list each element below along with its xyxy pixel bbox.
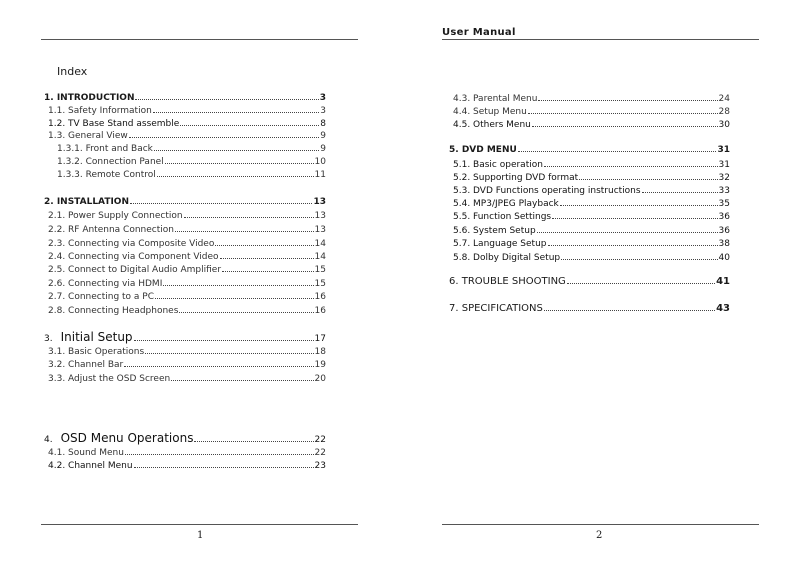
toc-leader (220, 258, 314, 259)
toc-entry[interactable] (48, 252, 326, 262)
toc-entry[interactable] (48, 374, 326, 384)
toc-page-number: 19 (314, 360, 326, 370)
toc-page-number: 20 (314, 374, 326, 384)
toc-leader (175, 231, 314, 232)
toc-leader (528, 113, 718, 114)
toc-page-number: 3 (320, 106, 326, 116)
toc-label: 4.4. Setup Menu (453, 107, 527, 117)
toc-page-number: 15 (314, 265, 326, 275)
toc-page-number: 36 (718, 212, 730, 222)
toc-label: 4.5. Others Menu (453, 120, 531, 130)
left-bottom-rule (41, 524, 358, 525)
toc-leader (155, 298, 314, 299)
toc-section-introduction[interactable] (44, 93, 326, 103)
toc-label: 1.3.1. Front and Back (57, 144, 153, 154)
toc-leader (124, 366, 313, 367)
toc-page-number: 11 (314, 170, 326, 180)
toc-entry[interactable] (48, 265, 326, 275)
toc-label: 2.6. Connecting via HDMI (48, 279, 163, 289)
toc-label: 1.3. General View (48, 131, 128, 141)
toc-label: 5.2. Supporting DVD format (453, 173, 579, 183)
toc-label: 1.2. TV Base Stand assemble (48, 119, 180, 129)
toc-leader (179, 312, 313, 313)
toc-page-number: 14 (314, 239, 326, 249)
toc-label (44, 431, 193, 445)
toc-label: 7. SPECIFICATIONS (449, 303, 543, 314)
toc-entry[interactable] (453, 94, 730, 104)
toc-leader (544, 310, 715, 311)
toc-entry[interactable] (48, 211, 326, 221)
toc-section-initial-setup[interactable] (44, 330, 326, 344)
toc-label: 5.5. Function Settings (453, 212, 552, 222)
toc-entry[interactable] (48, 239, 326, 249)
toc-label: 1. INTRODUCTION (44, 93, 135, 103)
toc-page-number: 8 (320, 119, 326, 129)
toc-label: 4.3. Parental Menu (453, 94, 538, 104)
left-page-number: 1 (197, 530, 204, 541)
toc-label: 2.4. Connecting via Component Video (48, 252, 219, 262)
toc-entry[interactable] (48, 360, 326, 370)
toc-leader (194, 441, 313, 442)
toc-page-number: 38 (718, 239, 730, 249)
toc-leader (145, 353, 313, 354)
toc-leader (180, 125, 319, 126)
toc-page-number: 35 (718, 199, 730, 209)
toc-entry[interactable] (48, 106, 326, 116)
toc-leader (561, 259, 717, 260)
toc-page-number: 41 (716, 276, 730, 287)
toc-section-specifications[interactable] (449, 303, 730, 314)
toc-page-number: 31 (718, 160, 730, 170)
toc-leader (135, 99, 318, 100)
toc-page-number: 36 (718, 226, 730, 236)
toc-entry[interactable] (48, 279, 326, 289)
toc-page-number: 33 (718, 186, 730, 196)
toc-label: 2.8. Connecting Headphones (48, 306, 179, 316)
toc-label: 5.6. System Setup (453, 226, 536, 236)
toc-leader (125, 454, 314, 455)
toc-page-number: 22 (314, 448, 326, 458)
header-title: User Manual (442, 27, 516, 38)
toc-leader (134, 340, 314, 341)
toc-section-title: Initial Setup (60, 330, 133, 344)
toc-label: 5. DVD MENU (449, 145, 517, 155)
toc-entry[interactable] (453, 212, 730, 222)
toc-leader (579, 179, 717, 180)
toc-page-number: 40 (718, 253, 730, 263)
right-page-number: 2 (596, 530, 603, 541)
toc-page-number: 9 (320, 144, 326, 154)
right-top-rule (442, 39, 759, 40)
toc-page-number: 13 (313, 197, 326, 207)
toc-entry[interactable] (453, 199, 730, 209)
toc-label: 5.1. Basic operation (453, 160, 543, 170)
toc-section-installation[interactable] (44, 197, 326, 207)
toc-entry[interactable] (453, 253, 730, 263)
toc-leader (134, 467, 314, 468)
toc-page-number: 31 (717, 145, 730, 155)
toc-page-number: 18 (314, 347, 326, 357)
toc-leader (532, 126, 718, 127)
toc-leader (552, 218, 717, 219)
toc-page-number: 17 (314, 334, 326, 344)
toc-section-trouble-shooting[interactable] (449, 276, 730, 287)
toc-label: 3.3. Adjust the OSD Screen (48, 374, 171, 384)
toc-entry[interactable] (48, 306, 326, 316)
right-bottom-rule (442, 524, 759, 525)
toc-entry[interactable] (48, 448, 326, 458)
toc-leader (154, 150, 319, 151)
toc-entry[interactable] (48, 461, 326, 471)
toc-entry[interactable] (57, 170, 326, 180)
toc-page-number: 16 (314, 306, 326, 316)
toc-leader (518, 151, 717, 152)
toc-page-number: 32 (718, 173, 730, 183)
toc-entry[interactable] (57, 157, 326, 167)
toc-page-number: 13 (314, 225, 326, 235)
toc-leader (157, 176, 314, 177)
index-title: Index (57, 65, 88, 78)
toc-section-number: 4. (44, 435, 53, 445)
toc-page-number: 30 (718, 120, 730, 130)
toc-label: 3.1. Basic Operations (48, 347, 145, 357)
toc-label: 5.4. MP3/JPEG Playback (453, 199, 559, 209)
toc-entry[interactable] (453, 107, 730, 117)
toc-page-number: 13 (314, 211, 326, 221)
toc-leader (560, 205, 718, 206)
toc-label: 4.2. Channel Menu (48, 461, 133, 471)
toc-label: 1.3.3. Remote Control (57, 170, 156, 180)
toc-leader (129, 137, 320, 138)
toc-leader (222, 271, 314, 272)
toc-entry[interactable] (48, 225, 326, 235)
toc-page-number: 3 (319, 93, 326, 103)
toc-entry[interactable] (48, 347, 326, 357)
toc-entry[interactable] (57, 144, 326, 154)
toc-entry[interactable] (453, 120, 730, 130)
toc-label: 3.2. Channel Bar (48, 360, 124, 370)
toc-page-number: 9 (320, 131, 326, 141)
toc-page-number: 15 (314, 279, 326, 289)
toc-leader (171, 380, 313, 381)
toc-page-number: 22 (314, 435, 326, 445)
toc-entry[interactable] (453, 239, 730, 249)
toc-leader (537, 232, 718, 233)
toc-label: 1.3.2. Connection Panel (57, 157, 164, 167)
toc-entry[interactable] (453, 160, 730, 170)
toc-label: 2.5. Connect to Digital Audio Amplifier (48, 265, 222, 275)
toc-leader (184, 217, 314, 218)
toc-section-title: OSD Menu Operations (60, 431, 194, 445)
toc-page-number: 23 (314, 461, 326, 471)
toc-entry[interactable] (453, 173, 730, 183)
toc-label: 4.1. Sound Menu (48, 448, 124, 458)
toc-entry[interactable] (453, 186, 730, 196)
toc-leader (153, 112, 319, 113)
toc-entry[interactable] (48, 292, 326, 302)
toc-leader (544, 166, 718, 167)
toc-label: 2. INSTALLATION (44, 197, 129, 207)
toc-leader (165, 163, 314, 164)
left-top-rule (41, 39, 358, 40)
toc-label: 5.3. DVD Functions operating instructions (453, 186, 641, 196)
toc-leader (215, 245, 313, 246)
toc-label (44, 330, 133, 344)
toc-section-osd-menu-operations[interactable] (44, 431, 326, 445)
toc-page-number: 24 (718, 94, 730, 104)
toc-label: 2.7. Connecting to a PC (48, 292, 155, 302)
toc-page-number: 10 (314, 157, 326, 167)
toc-entry[interactable] (48, 119, 326, 129)
toc-page-number: 28 (718, 107, 730, 117)
toc-entry[interactable] (48, 131, 326, 141)
toc-label: 1.1. Safety Information (48, 106, 152, 116)
toc-page-number: 14 (314, 252, 326, 262)
toc-leader (567, 283, 715, 284)
toc-label: 5.7. Language Setup (453, 239, 547, 249)
toc-label: 6. TROUBLE SHOOTING (449, 276, 566, 287)
toc-section-dvd-menu[interactable] (449, 145, 730, 155)
toc-page-number: 43 (716, 303, 730, 314)
toc-label: 2.3. Connecting via Composite Video (48, 239, 215, 249)
toc-leader (642, 192, 718, 193)
toc-section-number: 3. (44, 334, 53, 344)
toc-page-number: 16 (314, 292, 326, 302)
toc-label: 2.2. RF Antenna Connection (48, 225, 174, 235)
toc-entry[interactable] (453, 226, 730, 236)
toc-label: 5.8. Dolby Digital Setup (453, 253, 561, 263)
toc-leader (163, 285, 313, 286)
toc-leader (538, 100, 717, 101)
toc-leader (548, 245, 718, 246)
toc-leader (130, 203, 312, 204)
toc-label: 2.1. Power Supply Connection (48, 211, 183, 221)
